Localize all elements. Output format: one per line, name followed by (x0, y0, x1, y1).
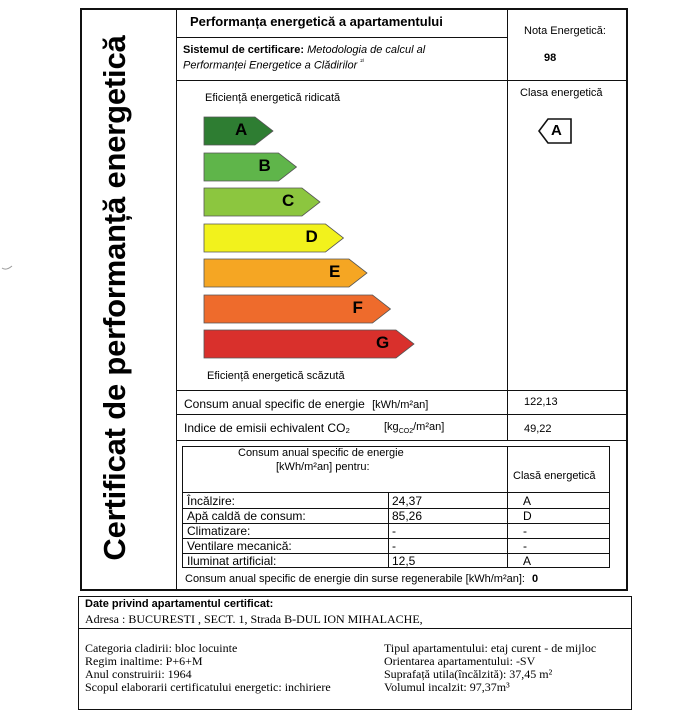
sidebar-divider (176, 8, 177, 591)
breakdown-row-class: A (523, 494, 532, 508)
breakdown-row-value: - (392, 524, 396, 538)
apartment-field-value: inchiriere (284, 680, 331, 694)
class-badge-letter: A (551, 122, 562, 139)
nota-value: 98 (544, 52, 557, 64)
breakdown-row-class: A (523, 554, 532, 568)
emissions-unit-sub: CO2 (398, 428, 414, 436)
apartment-field-label: Anul construirii: (85, 667, 168, 681)
breakdown-col-1 (388, 492, 389, 568)
breakdown-row-value: - (392, 539, 396, 553)
page-title: Performanța energetică a apartamentului (190, 14, 443, 29)
apartment-field-label: Scopul elaborarii certificatului energetic: (85, 680, 285, 694)
nota-label: Nota Energetică: (524, 25, 606, 37)
consumption-unit: [kWh/m²an] (372, 399, 429, 411)
apartment-field-label: Categoria cladirii: (85, 641, 175, 655)
consumption-value: 122,13 (524, 396, 558, 408)
energy-class-arrow-e (203, 258, 369, 288)
breakdown-row-label: Iluminat artificial: (187, 554, 277, 568)
renewable-value: 0 (532, 573, 539, 585)
energy-class-letter: B (258, 155, 271, 175)
energy-class-arrow-a (203, 116, 275, 146)
class-badge (538, 118, 572, 149)
apartment-field-value: 1964 (167, 667, 192, 681)
apartment-field-label: Tipul apartamentului: (384, 641, 491, 655)
system-label-line (183, 44, 425, 56)
energy-class-letter: G (376, 333, 390, 352)
apartment-field-value: P+6+M (165, 654, 203, 668)
apartment-field-value: 37,45 m² (509, 667, 553, 681)
emissions-unit-prefix: [kg (384, 421, 399, 433)
emissions-value: 49,22 (524, 423, 552, 435)
address-value: BUCURESTI , SECT. 1, Strada B-DUL ION MIHALACHE, (128, 612, 423, 626)
scan-mark (0, 258, 14, 272)
breakdown-row-class: D (523, 509, 532, 523)
breakdown-col-2 (507, 446, 508, 568)
emissions-unit-suffix: /m²an] (413, 421, 445, 433)
apartment-field-value: 97,37m³ (469, 680, 510, 694)
system-value: Metodologia de calcul al (307, 44, 426, 56)
system-underline (176, 80, 628, 81)
apartment-field-value: bloc locuinte (174, 641, 238, 655)
energy-class-arrow-c (203, 187, 322, 217)
consumption-bottom-line (176, 440, 628, 441)
scale-top-label: Eficiență energetică ridicată (205, 92, 341, 104)
energy-class-arrow-g (203, 329, 416, 359)
apartment-address (85, 612, 423, 627)
breakdown-header-2: [kWh/m²an] pentru: (276, 461, 370, 473)
consumption-text: Consum anual specific de energie (184, 397, 365, 411)
energy-class-arrow-d (203, 223, 346, 253)
energy-class-letter: D (305, 226, 318, 246)
apartment-address-line (78, 628, 632, 629)
breakdown-row-class: - (523, 539, 527, 553)
energy-class-arrow-f (203, 294, 393, 324)
consumption-top-line (176, 390, 628, 391)
address-label: Adresa : (85, 612, 126, 626)
apartment-title: Date privind apartamentul certificat: (85, 598, 274, 610)
breakdown-row-label: Apă caldă de consum: (187, 509, 306, 523)
breakdown-row-label: Climatizare: (187, 524, 251, 538)
apartment-field-value: etaj curent - de mijloc (490, 641, 597, 655)
header-right-divider (507, 8, 508, 390)
clasa-label: Clasa energetică (520, 87, 603, 99)
apartment-field (384, 680, 510, 695)
breakdown-class-header: Clasă energetică (513, 470, 596, 482)
breakdown-row-value: 24,37 (392, 494, 423, 508)
consumption-divider (507, 390, 508, 440)
renewable-label: Consum anual specific de energie din surse regenerabile [kWh/m²an]: (185, 573, 525, 585)
apartment-field-label: Suprafață utila(încălzită): (384, 667, 510, 681)
emissions-label: Indice de emisii echivalent CO₂ (184, 421, 351, 435)
title-underline (176, 37, 507, 38)
system-mark: ²⁾ (360, 59, 365, 66)
scale-bottom-label: Eficiență energetică scăzută (207, 370, 345, 382)
apartment-field-label: Orientarea apartamentului: (384, 654, 516, 668)
system-label: Sistemul de certificare: (183, 44, 305, 56)
consumption-mid-line (176, 414, 628, 415)
emissions-unit (384, 421, 444, 435)
energy-class-arrow-b (203, 152, 299, 182)
apartment-field (85, 680, 331, 695)
apartment-field-label: Volumul incalzit: (384, 680, 470, 694)
breakdown-row-label: Ventilare mecanică: (187, 539, 292, 553)
breakdown-header-line (182, 492, 610, 493)
breakdown-row-value: 85,26 (392, 509, 423, 523)
apartment-field-label: Regim inaltime: (85, 654, 166, 668)
breakdown-row-value: 12,5 (392, 554, 416, 568)
apartment-field-value: -SV (515, 654, 536, 668)
sidebar-title: Certificat de performanță energetică (97, 35, 132, 561)
energy-class-letter: C (282, 191, 295, 210)
energy-class-letter: A (235, 120, 248, 139)
breakdown-row-label: Încălzire: (187, 494, 236, 508)
energy-class-letter: E (329, 262, 341, 281)
consumption-label (184, 397, 428, 411)
system-line2 (183, 58, 364, 72)
system-value-2: Performanței Energetice a Clădirilor (183, 59, 358, 72)
breakdown-row-class: - (523, 524, 527, 538)
renewable-line (185, 573, 538, 585)
energy-class-letter: F (352, 297, 363, 317)
breakdown-header-1: Consum anual specific de energie (238, 447, 404, 459)
